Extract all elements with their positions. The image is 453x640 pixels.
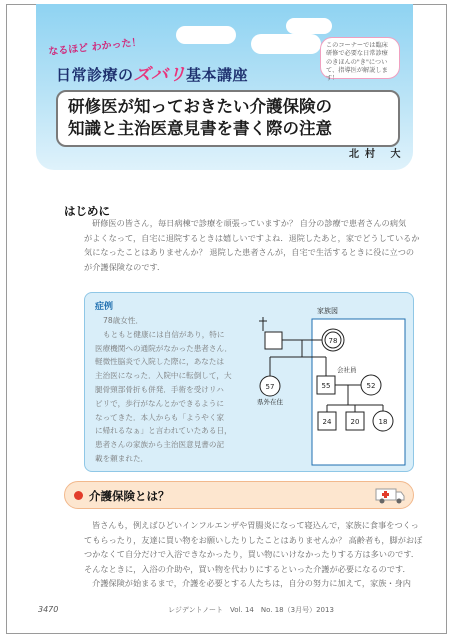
ambulance-icon bbox=[375, 485, 405, 505]
outside-label: 県外在住 bbox=[257, 398, 283, 406]
text-line: てもらったり，友達に買い物をお願いしたりしたことはありませんか？ 高齢者も，脚がおぼ bbox=[84, 534, 423, 545]
grandchild-age: 20 bbox=[350, 418, 360, 426]
bullet-dot-icon bbox=[74, 491, 83, 500]
case-line: なってきた．本人からも「ようやく家 bbox=[95, 412, 225, 422]
speech-bubble: このコーナーでは臨床研修で必要な日常診療のきほんの"き"について、指導医が解説します！ bbox=[320, 37, 400, 79]
series-title-pre: 日常診療の bbox=[56, 66, 134, 84]
case-line: ビリで，歩行がなんとかできるように bbox=[95, 398, 224, 408]
daughter-age: 57 bbox=[265, 383, 275, 391]
journal-reference: レジデントノート Vol. 14 No. 18（3月号）2013 bbox=[168, 606, 334, 614]
section-heading-care-insurance: 介護保険とは？ bbox=[89, 489, 170, 503]
deceased-husband-box bbox=[265, 332, 282, 349]
case-line: もともと健康には自信があり，特に bbox=[103, 329, 225, 339]
text-line: 研修医の皆さん，毎日病棟で診療を頑張っていますか？ 自分の診療で患者さんの病気 bbox=[92, 218, 407, 228]
series-title bbox=[56, 60, 248, 85]
case-text bbox=[95, 314, 260, 466]
article-title-box bbox=[56, 90, 400, 147]
case-box bbox=[84, 292, 414, 472]
patient-age: 78 bbox=[328, 337, 338, 345]
son-age: 55 bbox=[321, 382, 331, 390]
text-line: が介護保険なのです． bbox=[84, 261, 166, 272]
section-heading-bar bbox=[64, 481, 414, 509]
series-title-post: 基本講座 bbox=[186, 66, 249, 84]
spouse-age: 52 bbox=[366, 382, 376, 390]
text-line: 介護保険が始まるまで，介護を必要とする人たちは，自分の努力に加えて，家族・身内 bbox=[92, 578, 411, 589]
grandchild-age: 24 bbox=[322, 418, 332, 426]
family-tree-title: 家族図 bbox=[317, 307, 338, 315]
case-label: 症例 bbox=[95, 302, 114, 312]
series-tagline: なるほど わかった！ bbox=[47, 37, 143, 58]
case-line: 載を頼まれた． bbox=[95, 453, 149, 463]
case-line: 78歳女性． bbox=[103, 316, 144, 325]
occupation-label: 会社員 bbox=[337, 366, 357, 374]
case-line: 医療機関への通院がなかった患者さん． bbox=[95, 343, 233, 353]
cloud-decoration bbox=[176, 26, 236, 44]
author-name: 北村 大 bbox=[349, 149, 407, 160]
case-line: 腿骨頸部骨折も併発．手術を受けリハ bbox=[95, 384, 224, 394]
section-heading-intro: はじめに bbox=[64, 204, 110, 218]
case-line: 患者さんの家族から主治医意見書の記 bbox=[95, 440, 225, 450]
cloud-decoration bbox=[251, 34, 321, 54]
series-title-accent: ズバリ bbox=[133, 65, 187, 85]
text-line: がよくなって，自宅に退院するときは嬉しいですよね．退院したあと，家でどうしているか bbox=[84, 232, 420, 243]
text-line: つかなくて自分だけで入浴できなかったり，買い物にいけなかったりする方は多いのです． bbox=[84, 549, 420, 560]
family-tree-diagram bbox=[255, 295, 415, 470]
grandchild-age: 18 bbox=[378, 418, 388, 426]
section2-paragraph bbox=[84, 518, 423, 591]
article-title-line1: 研修医が知っておきたい介護保険の bbox=[68, 97, 332, 116]
intro-paragraph bbox=[84, 216, 420, 274]
text-line: 気になったことはありませんか？ 退院した患者さんが，自宅で生活するときに役に立つの bbox=[84, 247, 415, 258]
case-line: 主治医になった．入院中に転倒して，大 bbox=[95, 371, 232, 381]
case-line: 軽微性脳炎で入院した際に，あなたは bbox=[95, 357, 225, 367]
case-line: に帰れるなぁ」と言われていたある日， bbox=[95, 426, 232, 436]
text-line: そんなときに，入浴の介助や，買い物を代わりにするといった介護が必要になるのです． bbox=[84, 563, 411, 574]
article-title-line2: 知識と主治医意見書を書く際の注意 bbox=[68, 119, 332, 138]
cloud-decoration bbox=[286, 18, 332, 34]
page-number: 3470 bbox=[38, 605, 59, 614]
text-line: 皆さんも，例えばひどいインフルエンザや胃腸炎になって寝込んで，家族に食事をつくっ bbox=[92, 520, 419, 530]
